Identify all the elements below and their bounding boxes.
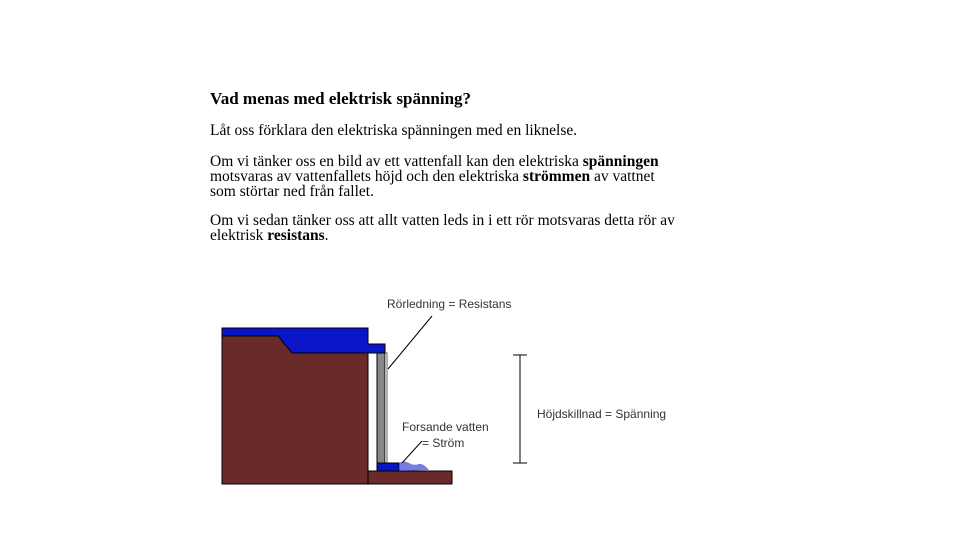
- text-segment: Om vi tänker oss en bild av ett vattenfall kan den elektriska: [210, 153, 583, 170]
- term-voltage: spänningen: [582, 153, 659, 170]
- text-segment: .: [324, 227, 329, 244]
- pipe-wall: [385, 353, 387, 464]
- slide-heading: Vad menas med elektrisk spänning?: [210, 89, 472, 108]
- lower-water: [377, 463, 399, 471]
- text-segment: Om vi sedan tänker oss att allt vatten leds in i ett rör motsvaras detta rör av elektrisk: [210, 212, 675, 244]
- intro-paragraph: Låt oss förklara den elektriska spänningen med en liknelse.: [210, 122, 578, 139]
- upper-ground: [222, 334, 368, 484]
- pipe: [377, 353, 385, 464]
- pipe-label: Rörledning = Resistans: [387, 297, 512, 311]
- height-label: Höjdskillnad = Spänning: [537, 407, 667, 421]
- splash: [399, 462, 429, 472]
- lower-ground: [368, 471, 452, 484]
- flow-label-line2: = Ström: [422, 436, 465, 450]
- flow-leader-line: [402, 441, 422, 463]
- text-segment: av vattnet som störtar ned från fallet.: [210, 168, 655, 200]
- pipe-leader-line: [388, 316, 432, 369]
- term-resistance: resistans: [267, 227, 325, 244]
- text-segment: motsvaras av vattenfallets höjd och den elektriska: [210, 168, 523, 185]
- term-current: strömmen: [522, 168, 591, 185]
- flow-label-line1: Forsande vatten: [402, 420, 489, 434]
